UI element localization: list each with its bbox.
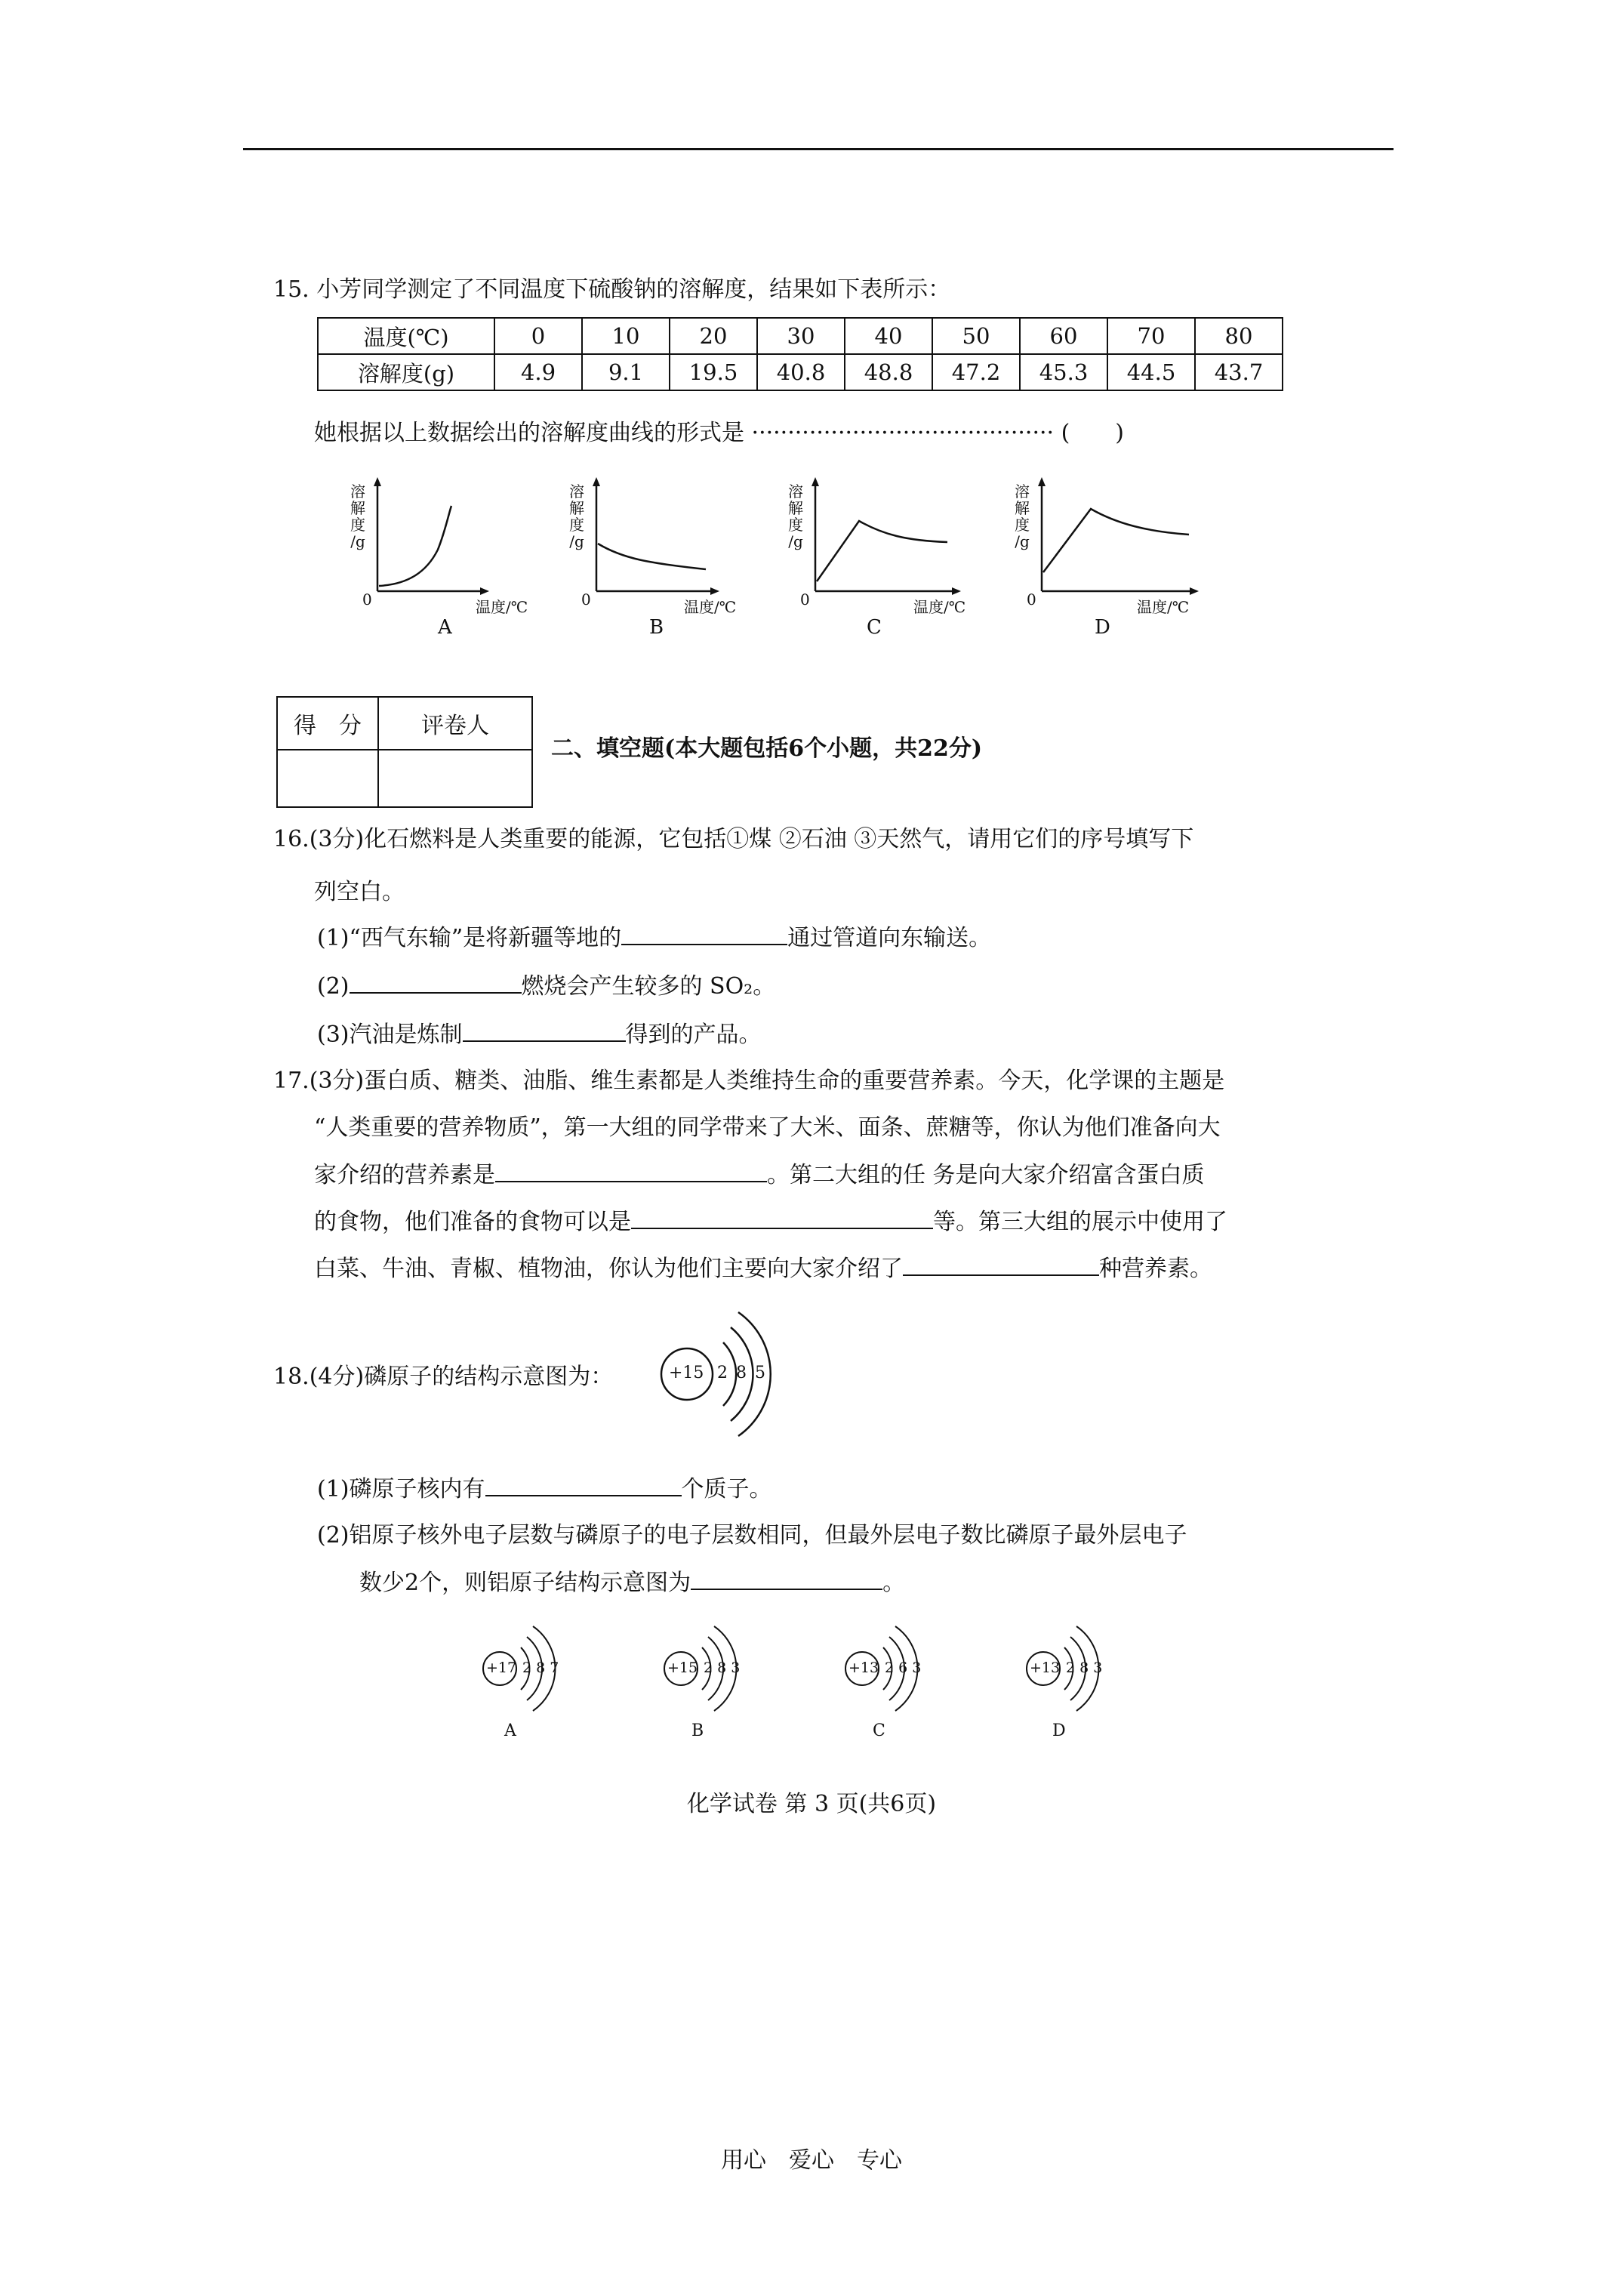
- ylabel-char: 度: [788, 516, 803, 534]
- solubility-cell: 9.1: [582, 354, 670, 390]
- graph-b-letter: B: [649, 616, 664, 639]
- grader-label: 评卷人: [378, 697, 532, 750]
- q16-blank-3[interactable]: [463, 1018, 626, 1042]
- option-c-electrons: 2 6 3: [885, 1660, 922, 1676]
- option-a-electrons: 2 8 7: [522, 1660, 559, 1676]
- q16-part2-text: (2): [317, 973, 350, 1000]
- graph-a-origin: 0: [362, 590, 372, 609]
- graph-a-ylabel: [349, 483, 367, 550]
- q17-line2: “人类重要的营养物质”，第一大组的同学带来了大米、面条、蔗糖等，你认为他们准备向大: [314, 1114, 1221, 1141]
- q17-line5-tail: 种营养素。: [1099, 1256, 1212, 1282]
- q18-part2-tail: 。: [882, 1570, 906, 1596]
- graph-d-curve: [1043, 509, 1189, 572]
- q17-blank-1[interactable]: [495, 1158, 767, 1182]
- q17-blank-2[interactable]: [631, 1205, 933, 1229]
- q16-part1-tail: 通过管道向东输送。: [787, 925, 992, 951]
- q17-line4-text: 的食物，他们准备的食物可以是: [314, 1209, 631, 1235]
- ylabel-char: /g: [1015, 532, 1030, 550]
- q18-blank-2[interactable]: [691, 1566, 882, 1590]
- ylabel-char: 解: [1015, 499, 1030, 517]
- q16-part3-tail: 得到的产品。: [625, 1022, 762, 1048]
- q17-line5-text: 白菜、牛油、青椒、植物油，你认为他们主要向大家介绍了: [314, 1256, 903, 1282]
- graph-c-xlabel: 温度/℃: [913, 598, 966, 616]
- option-c-letter: C: [873, 1721, 885, 1740]
- q16-line1: 16.(3分)化石燃料是人类重要的能源，它包括①煤 ②石油 ③天然气，请用它们的序号填写下: [273, 826, 1194, 852]
- q18-blank-1[interactable]: [485, 1472, 682, 1496]
- ylabel-char: /g: [569, 532, 584, 550]
- graph-d-xlabel: 温度/℃: [1137, 598, 1190, 616]
- graph-c-ylabel: [787, 483, 805, 550]
- option-a-nucleus: +17: [486, 1660, 517, 1676]
- graph-b-origin: 0: [581, 590, 591, 609]
- ylabel-char: /g: [788, 532, 803, 550]
- grader-cell: [378, 750, 532, 807]
- q16-blank-1[interactable]: [621, 921, 787, 945]
- graph-a-xlabel: 温度/℃: [476, 598, 528, 616]
- q17-line5: [314, 1252, 1212, 1286]
- solubility-cell: 48.8: [845, 354, 932, 390]
- option-b-nucleus: +15: [667, 1660, 698, 1676]
- temp-cell: 70: [1107, 318, 1195, 354]
- option-a-letter: A: [504, 1721, 516, 1740]
- temperature-header: 温度(℃): [318, 318, 494, 354]
- q15-graphs: [332, 474, 1268, 648]
- solubility-cell: 40.8: [757, 354, 845, 390]
- q16-part2-tail: 燃烧会产生较多的 SO₂。: [521, 973, 776, 1000]
- q16-part1-text: (1)“西气东输”是将新疆等地的: [317, 925, 622, 951]
- ylabel-char: 解: [350, 499, 365, 517]
- ylabel-char: 度: [350, 516, 365, 534]
- q17-blank-3[interactable]: [903, 1252, 1099, 1276]
- q17-line3-text: 家介绍的营养素是: [314, 1162, 495, 1188]
- solubility-table: [317, 317, 1283, 391]
- phosphorus-electrons: 2 8 5: [717, 1364, 767, 1382]
- ylabel-char: 度: [569, 516, 584, 534]
- ylabel-char: 溶: [1015, 482, 1030, 501]
- option-b-electrons: 2 8 3: [704, 1660, 741, 1676]
- graph-c-letter: C: [867, 616, 882, 639]
- ylabel-char: 解: [569, 499, 584, 517]
- temp-cell: 20: [670, 318, 757, 354]
- top-rule: [243, 148, 1394, 150]
- option-d-nucleus: +13: [1030, 1660, 1061, 1676]
- ylabel-char: /g: [350, 532, 365, 550]
- phosphorus-nucleus-charge: +15: [669, 1364, 704, 1382]
- ylabel-char: 溶: [350, 482, 365, 501]
- temp-cell: 50: [932, 318, 1020, 354]
- q18-part1-text: (1)磷原子核内有: [317, 1476, 485, 1502]
- q17-line3-tail: 。第二大组的任 务是向大家介绍富含蛋白质: [767, 1162, 1205, 1188]
- q17-line4: [314, 1205, 1227, 1239]
- q15-stem: 15. 小芳同学测定了不同温度下硫酸钠的溶解度，结果如下表所示：: [273, 276, 951, 303]
- option-d-letter: D: [1052, 1721, 1066, 1740]
- graph-c-origin: 0: [800, 590, 810, 609]
- q16-blank-2[interactable]: [350, 969, 522, 994]
- solubility-cell: 47.2: [932, 354, 1020, 390]
- graph-b-xlabel: 温度/℃: [684, 598, 737, 616]
- graph-b-ylabel: [568, 483, 586, 550]
- graph-b-curve: [598, 544, 706, 569]
- graph-a-letter: A: [438, 616, 452, 639]
- ylabel-char: 度: [1015, 516, 1030, 534]
- ylabel-char: 溶: [569, 482, 584, 501]
- option-d-electrons: 2 8 3: [1066, 1660, 1103, 1676]
- score-label: 得 分: [277, 697, 378, 750]
- solubility-row: [318, 354, 1283, 390]
- q15-question: 她根据以上数据绘出的溶解度曲线的形式是 ·········································· ( ): [314, 420, 1124, 446]
- temp-cell: 80: [1195, 318, 1283, 354]
- bottom-footer: 用心 爱心 专心: [721, 2147, 902, 2174]
- graph-d-letter: D: [1095, 616, 1110, 639]
- q16-part3-text: (3)汽油是炼制: [317, 1022, 463, 1048]
- solubility-cell: 43.7: [1195, 354, 1283, 390]
- score-box: [276, 696, 533, 808]
- q16-part1: [317, 921, 991, 955]
- solubility-cell: 4.9: [494, 354, 582, 390]
- graph-a-curve: [379, 506, 451, 586]
- solubility-cell: 45.3: [1020, 354, 1107, 390]
- q16-part3: [317, 1018, 762, 1052]
- temp-cell: 30: [757, 318, 845, 354]
- option-c-nucleus: +13: [848, 1660, 879, 1676]
- option-b-letter: B: [691, 1721, 704, 1740]
- q18-options: [468, 1608, 1193, 1752]
- solubility-cell: 44.5: [1107, 354, 1195, 390]
- temp-cell: 60: [1020, 318, 1107, 354]
- temperature-row: [318, 318, 1283, 354]
- graph-c-curve: [817, 521, 947, 581]
- q18-stem: 18.(4分)磷原子的结构示意图为：: [273, 1364, 614, 1390]
- q18-part2-line1: (2)铝原子核外电子层数与磷原子的电子层数相同，但最外层电子数比磷原子最外层电子: [317, 1522, 1187, 1549]
- q18-part2-line2: [359, 1566, 905, 1600]
- q17-line1: 17.(3分)蛋白质、糖类、油脂、维生素都是人类维持生命的重要营养素。今天，化学课的主题是: [273, 1068, 1225, 1094]
- temp-cell: 40: [845, 318, 932, 354]
- section2-heading: 二、填空题(本大题包括6个小题，共22分): [551, 735, 983, 762]
- ylabel-char: 溶: [788, 482, 803, 501]
- q18-part2-text: 数少2个，则铝原子结构示意图为: [359, 1570, 691, 1596]
- q18-part1: [317, 1472, 772, 1506]
- q17-line4-tail: 等。第三大组的展示中使用了: [933, 1209, 1227, 1235]
- q18-part1-tail: 个质子。: [681, 1476, 772, 1502]
- solubility-cell: 19.5: [670, 354, 757, 390]
- graph-d-ylabel: [1013, 483, 1031, 550]
- graph-d: [996, 474, 1238, 648]
- ylabel-char: 解: [788, 499, 803, 517]
- score-cell: [277, 750, 378, 807]
- solubility-header: 溶解度(g): [318, 354, 494, 390]
- q16-part2: [317, 969, 775, 1003]
- q16-line2: 列空白。: [314, 879, 405, 905]
- page-footer: 化学试卷 第 3 页(共6页): [686, 1791, 937, 1817]
- q17-line3: [314, 1158, 1205, 1192]
- temp-cell: 10: [582, 318, 670, 354]
- temp-cell: 0: [494, 318, 582, 354]
- graph-d-origin: 0: [1027, 590, 1036, 609]
